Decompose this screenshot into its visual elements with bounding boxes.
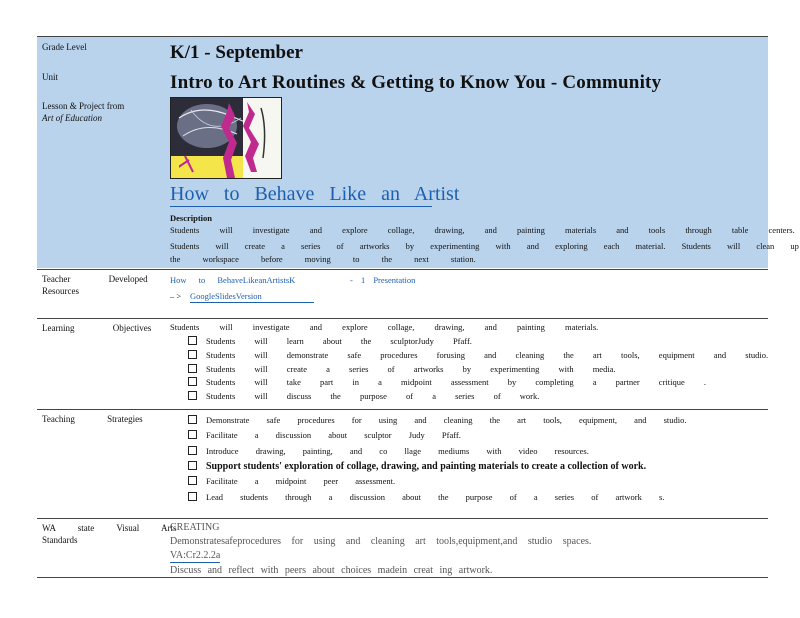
list-item-text: Facilitate a discussion about sculptor Judy Pfaff. (206, 430, 461, 441)
grade-level-value: K/1 - September (170, 42, 303, 63)
standard-code-text: VA:Cr2.2.2a (170, 550, 221, 561)
list-item (188, 376, 706, 389)
list-item-text: Lead students through a discussion about the purpose of a series of artwork s. (206, 491, 665, 502)
grade-row-band (37, 37, 768, 68)
objectives-intro: Students will investigate and explore collage, drawing, and painting materials. (170, 322, 599, 332)
list-item-text: Students will discuss the purpose of a series of work. (206, 391, 540, 402)
list-item (188, 335, 472, 348)
bullet-icon (188, 415, 197, 424)
lesson-label-source: Art of Education (42, 113, 102, 123)
standards-line: Demonstratesafeprocedures for using and cleaning art tools,equipment,and studio spaces. (170, 536, 592, 547)
bullet-icon (188, 461, 197, 470)
lesson-label-line1: Lesson & Project from (42, 101, 125, 111)
teacher-resources-label-line2: Resources (42, 286, 79, 296)
teaching-strategies-label: Teaching Strategies (42, 414, 143, 424)
list-item (188, 414, 686, 427)
description-line: Students will create a series of artworks by experimenting with and exploring each material. Students will clean up (170, 241, 799, 251)
presentation-link-text: How to BehaveLikeanArtistsK (170, 275, 296, 285)
lesson-title-text: How to Behave Like an Artist (170, 183, 460, 205)
list-item (188, 390, 539, 403)
teacher-resources-label (42, 273, 148, 297)
bullet-icon (188, 377, 197, 386)
list-item-text: Facilitate a midpoint peer assessment. (206, 476, 396, 487)
divider (37, 518, 768, 519)
teacher-resources-label-line1: Teacher Developed (42, 274, 148, 284)
bullet-icon (188, 430, 197, 439)
bullet-icon (188, 391, 197, 400)
learning-objectives-label: Learning Objectives (42, 323, 152, 333)
divider (37, 269, 768, 270)
presentation-link[interactable] (170, 274, 295, 286)
lesson-title-link[interactable] (170, 183, 460, 207)
standards-heading: CREATING (170, 522, 220, 533)
divider (37, 36, 768, 37)
unit-label: Unit (42, 72, 59, 82)
presentation-suffix: - 1 Presentation (350, 275, 416, 285)
bullet-icon (188, 336, 197, 345)
description-line: Students will investigate and explore collage, drawing, and painting materials and tools through table centers. (170, 225, 795, 235)
bullet-icon (188, 446, 197, 455)
list-item-text: Support students' exploration of collage, drawing, and painting materials to create a collection of work. (206, 460, 647, 472)
list-item-text: Students will learn about the sculptorJudy Pfaff. (206, 336, 472, 346)
standards-line: Discuss and reflect with peers about choices madein creat ing artwork. (170, 565, 493, 576)
arrow-text: – > (170, 291, 182, 301)
list-item-text: Students will demonstrate safe procedures forusing and cleaning the art tools, equipment and studio. (206, 349, 769, 360)
unit-row-band (37, 68, 768, 268)
list-item-text: Demonstrate safe procedures for using and cleaning the art tools, equipment, and studio. (206, 415, 687, 425)
list-item-text: Introduce drawing, painting, and co llage mediums with video resources. (206, 445, 589, 456)
description-line: the workspace before moving to the next station. (170, 254, 476, 264)
unit-title: Intro to Art Routines & Getting to Know You - Community (170, 72, 662, 93)
list-item-text: Students will create a series of artworks by experimenting with media. (206, 363, 616, 374)
list-item (188, 445, 589, 458)
bullet-icon (188, 364, 197, 373)
list-item (188, 349, 768, 362)
list-item (188, 363, 616, 376)
standard-code-link[interactable] (170, 549, 220, 563)
standards-label (42, 522, 177, 546)
list-item-text: Students will take part in a midpoint assessment by completing a partner critique . (206, 377, 707, 388)
bullet-icon (188, 492, 197, 501)
divider (37, 409, 768, 410)
standards-label-line1: WA state Visual Arts (42, 523, 177, 533)
list-item (188, 491, 664, 504)
list-item (188, 475, 395, 488)
description-heading: Description (170, 213, 213, 223)
list-item (188, 429, 461, 442)
google-slides-link-text: GoogleSlidesVersion (190, 291, 262, 301)
bullet-icon (188, 350, 197, 359)
divider (37, 577, 768, 578)
standards-label-line2: Standards (42, 535, 78, 545)
list-item (188, 460, 646, 474)
lesson-label (42, 100, 124, 124)
divider (37, 318, 768, 319)
artwork-thumbnail (170, 97, 282, 179)
grade-level-label: Grade Level (42, 42, 87, 52)
bullet-icon (188, 476, 197, 485)
google-slides-link[interactable] (190, 290, 314, 303)
